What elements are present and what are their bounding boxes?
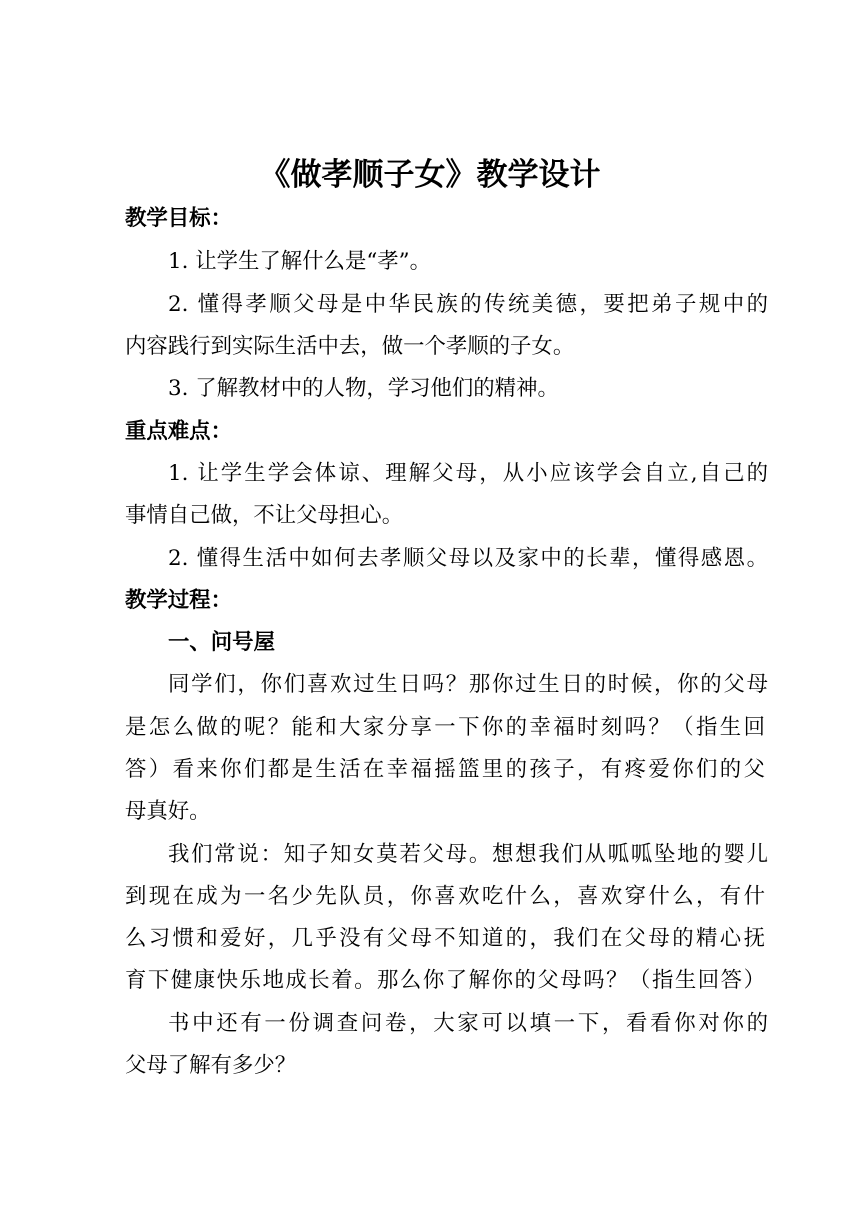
- section-heading-question-house: 一、问号屋: [168, 630, 275, 655]
- heading-key-points: 重点难点：: [125, 419, 232, 444]
- key-point-1-line-2: 事情自己做，不让父母担心。: [125, 503, 404, 528]
- paragraph-3-line-1: 书中还有一份调查问卷，大家可以填一下，看看你对你的: [168, 1011, 768, 1036]
- paragraph-2-line-2: 到现在成为一名少先队员，你喜欢吃什么，喜欢穿什么，有什: [125, 884, 765, 909]
- paragraph-2-line-1: 我们常说：知子知女莫若父母。想想我们从呱呱坠地的婴儿: [168, 842, 768, 867]
- goal-item-3: 3. 了解教材中的人物，学习他们的精神。: [168, 376, 559, 401]
- goal-item-1: 1. 让学生了解什么是“孝”。: [168, 249, 431, 274]
- key-point-1-line-1: 1. 让学生学会体谅、理解父母，从小应该学会自立,自己的: [168, 461, 768, 486]
- key-point-2: 2. 懂得生活中如何去孝顺父母以及家中的长辈，懂得感恩。: [168, 546, 768, 571]
- goal-item-2-line-2: 内容践行到实际生活中去，做一个孝顺的子女。: [125, 334, 575, 359]
- paragraph-3-line-2: 父母了解有多少？: [125, 1053, 297, 1078]
- document-title: 《做孝顺子女》教学设计: [259, 157, 601, 193]
- heading-teaching-goals: 教学目标：: [125, 206, 232, 231]
- paragraph-1-line-1: 同学们，你们喜欢过生日吗？那你过生日的时候，你的父母: [168, 672, 768, 697]
- paragraph-1-line-2: 是怎么做的呢？能和大家分享一下你的幸福时刻吗？（指生回: [125, 715, 765, 740]
- heading-teaching-process: 教学过程：: [125, 588, 232, 613]
- paragraph-1-line-4: 母真好。: [125, 799, 211, 824]
- paragraph-2-line-4: 育下健康快乐地成长着。那么你了解你的父母吗？（指生回答）: [125, 968, 765, 993]
- goal-item-2-line-1: 2. 懂得孝顺父母是中华民族的传统美德，要把弟子规中的: [168, 292, 768, 317]
- paragraph-2-line-3: 么习惯和爱好，几乎没有父母不知道的，我们在父母的精心抚: [125, 926, 765, 951]
- paragraph-1-line-3: 答）看来你们都是生活在幸福摇篮里的孩子，有疼爱你们的父: [125, 757, 765, 782]
